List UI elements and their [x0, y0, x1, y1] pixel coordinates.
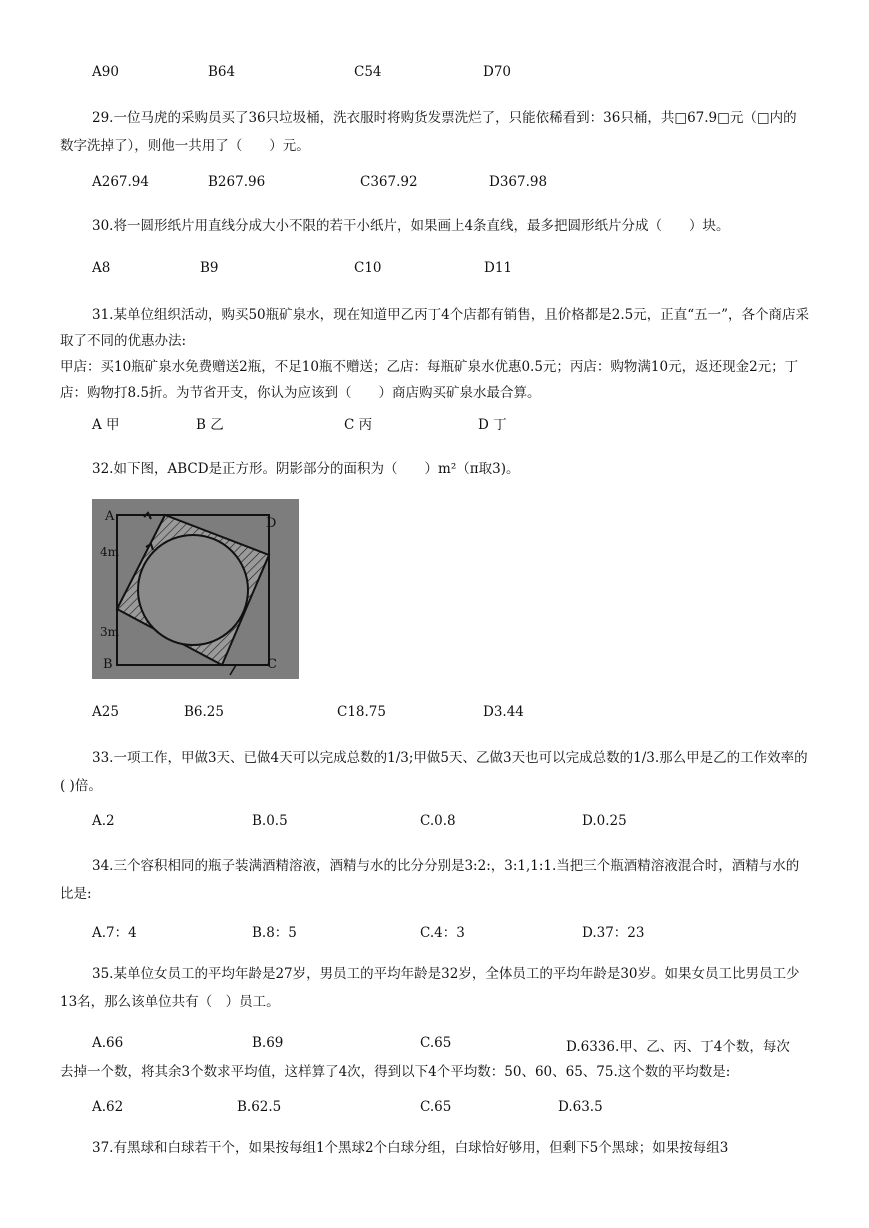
- q31-option-a: A 甲: [92, 417, 120, 433]
- square-circle-figure: [92, 499, 299, 679]
- q35-option-a: A.66: [92, 1035, 124, 1051]
- q32-option-b: B6.25: [184, 704, 224, 720]
- question-30-text: 30.将一圆形纸片用直线分成大小不限的若干小纸片，如果画上4条直线，最多把圆形纸片分成（ ）块。: [92, 218, 730, 234]
- label-a: A: [105, 509, 115, 524]
- label-4m: 4m: [100, 545, 120, 559]
- q33-option-a: A.2: [92, 813, 115, 829]
- q31-option-d: D 丁: [478, 417, 507, 433]
- question-31-text-2: 甲店：买10瓶矿泉水免费赠送2瓶，不足10瓶不赠送；乙店：每瓶矿泉水优惠0.5元；丙店：购物满10元，返还现金2元；丁店：购物打8.5折。为节省开支，你认为应该到（ ）商店购买矿泉水最合算。: [60, 359, 799, 401]
- inscribed-circle: [138, 535, 248, 645]
- q30-option-d: D11: [484, 260, 513, 276]
- q33-option-b: B.0.5: [252, 813, 288, 829]
- question-36-text: 去掉一个数，将其余3个数求平均值，这样算了4次，得到以下4个平均数：50、60、65、75.这个数的平均数是:: [60, 1064, 731, 1080]
- label-b: B: [103, 657, 113, 672]
- question-31-text: 31.某单位组织活动，购买50瓶矿泉水，现在知道甲乙丙丁4个店都有销售，且价格都是2.5元，正直“五一”，各个商店采取了不同的优惠办法:: [60, 307, 810, 349]
- q31-option-c: C 丙: [344, 417, 373, 433]
- label-d: D: [266, 516, 277, 531]
- q28-option-a: A90: [92, 64, 119, 80]
- q29-option-b: B267.96: [208, 174, 266, 190]
- label-3m: 3m: [100, 625, 120, 639]
- question-35: [60, 960, 810, 1016]
- q30-option-c: C10: [354, 260, 382, 276]
- q33-option-d: D.0.25: [582, 813, 627, 829]
- q30-option-a: A8: [92, 260, 111, 276]
- q32-option-d: D3.44: [483, 704, 524, 720]
- q29-option-d: D367.98: [489, 174, 548, 190]
- question-32-text: 32.如下图，ABCD是正方形。阴影部分的面积为（ ）m²（π取3)。: [92, 461, 520, 477]
- question-31: [60, 302, 810, 406]
- q36-option-d: D.63.5: [558, 1099, 603, 1115]
- q35-option-d-and-q36-start: D.6336.甲、乙、丙、丁4个数，每次: [566, 1039, 790, 1055]
- q34-option-c: C.4：3: [420, 925, 465, 941]
- q34-option-b: B.8：5: [252, 925, 297, 941]
- q28-option-b: B64: [208, 64, 236, 80]
- q32-option-c: C18.75: [337, 704, 386, 720]
- figure-drawing: [92, 499, 299, 679]
- question-34: [60, 852, 810, 908]
- q34-option-d: D.37：23: [582, 925, 645, 941]
- q34-option-a: A.7：4: [92, 925, 137, 941]
- q28-option-c: C54: [354, 64, 382, 80]
- q36-option-c: C.65: [420, 1099, 452, 1115]
- question-32: [60, 455, 810, 483]
- q36-option-a: A.62: [92, 1099, 124, 1115]
- q29-option-a: A267.94: [92, 174, 149, 190]
- q33-option-c: C.0.8: [420, 813, 456, 829]
- q35-option-c: C.65: [420, 1035, 452, 1051]
- question-36-continued: [60, 1058, 810, 1086]
- q28-option-d: D70: [483, 64, 512, 80]
- q31-option-b: B 乙: [196, 417, 224, 433]
- question-35-text: 35.某单位女员工的平均年龄是27岁，男员工的平均年龄是32岁，全体员工的平均年龄是30岁。如果女员工比男员工少13名，那么该单位共有（ ）员工。: [60, 966, 800, 1010]
- q30-option-b: B9: [200, 260, 219, 276]
- mark-bottom: [230, 665, 236, 675]
- question-34-text: 34.三个容积相同的瓶子装满酒精溶液，酒精与水的比分分别是3:2:，3:1,1:1.当把三个瓶酒精溶液混合时，酒精与水的比是:: [60, 858, 800, 902]
- question-29-text: 29.一位马虎的采购员买了36只垃圾桶，洗衣服时将购货发票洗烂了，只能依稀看到：36只桶，共□67.9□元（□内的数字洗掉了），则他一共用了（ ）元。: [60, 110, 797, 154]
- question-33-text: 33.一项工作，甲做3天、已做4天可以完成总数的1/3;甲做5天、乙做3天也可以完成总数的1/3.那么甲是乙的工作效率的( )倍。: [60, 750, 808, 794]
- q36-option-b: B.62.5: [237, 1099, 282, 1115]
- q29-option-c: C367.92: [360, 174, 418, 190]
- question-29: [60, 104, 810, 160]
- question-30: [60, 212, 810, 240]
- q32-option-a: A25: [92, 704, 119, 720]
- question-37: [60, 1134, 810, 1162]
- q35-option-b: B.69: [252, 1035, 284, 1051]
- question-33: [60, 744, 810, 800]
- label-c: C: [267, 657, 277, 672]
- question-37-text: 37.有黑球和白球若干个，如果按每组1个黑球2个白球分组，白球恰好够用，但剩下5个黑球；如果按每组3: [92, 1140, 729, 1156]
